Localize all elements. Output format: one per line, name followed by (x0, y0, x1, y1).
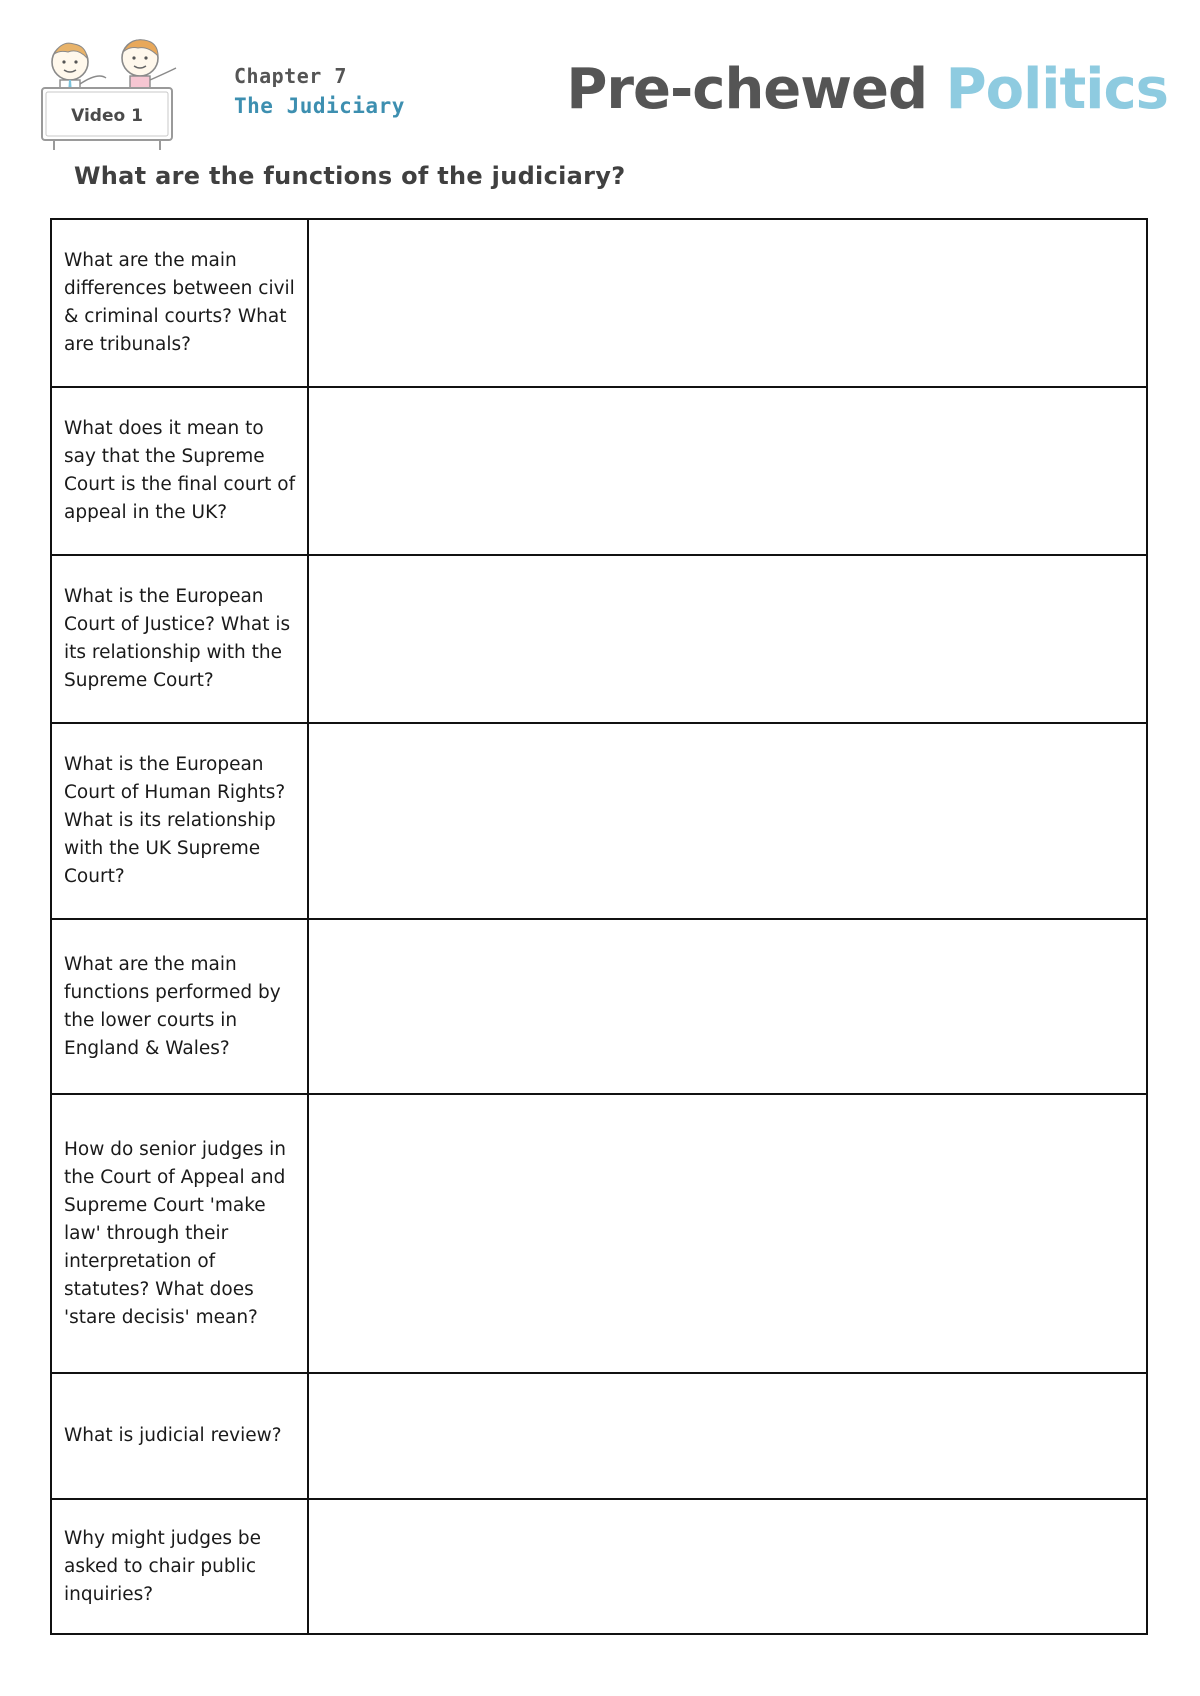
chapter-title: The Judiciary (234, 94, 405, 118)
question-cell: What does it mean to say that the Supreme Court is the final court of appeal in the UK? (51, 387, 308, 555)
page-heading: What are the functions of the judiciary? (74, 162, 626, 190)
answer-cell[interactable] (308, 387, 1147, 555)
brand-name-part2: Politics (945, 57, 1168, 122)
brand-name-part1: Pre-chewed (566, 57, 928, 122)
question-cell: Why might judges be asked to chair public inquiries? (51, 1499, 308, 1634)
answer-cell[interactable] (308, 919, 1147, 1094)
page-header (0, 0, 1200, 150)
question-cell: What is the European Court of Human Rights? What is its relationship with the UK Supreme Court? (51, 723, 308, 919)
question-cell: How do senior judges in the Court of Appeal and Supreme Court 'make law' through their interpretation of statutes? What does 'stare decisis' mean? (51, 1094, 308, 1373)
answer-cell[interactable] (308, 1499, 1147, 1634)
answer-cell[interactable] (308, 1373, 1147, 1499)
table-row (51, 387, 1147, 555)
chapter-label: Chapter 7 (234, 64, 347, 88)
brand-logo (566, 57, 1168, 122)
table-row (51, 219, 1147, 387)
answer-cell[interactable] (308, 1094, 1147, 1373)
question-cell: What are the main functions performed by the lower courts in England & Wales? (51, 919, 308, 1094)
mascot-illustration (40, 38, 200, 158)
answer-cell[interactable] (308, 723, 1147, 919)
worksheet-table (50, 218, 1148, 1635)
table-row (51, 919, 1147, 1094)
table-row (51, 1094, 1147, 1373)
question-cell: What are the main differences between civil & criminal courts? What are tribunals? (51, 219, 308, 387)
table-row (51, 1373, 1147, 1499)
question-cell: What is judicial review? (51, 1373, 308, 1499)
table-row (51, 1499, 1147, 1634)
table-row (51, 723, 1147, 919)
video-label: Video 1 (71, 106, 143, 126)
question-cell: What is the European Court of Justice? What is its relationship with the Supreme Court? (51, 555, 308, 723)
answer-cell[interactable] (308, 219, 1147, 387)
answer-cell[interactable] (308, 555, 1147, 723)
table-row (51, 555, 1147, 723)
chapter-block (234, 66, 405, 117)
